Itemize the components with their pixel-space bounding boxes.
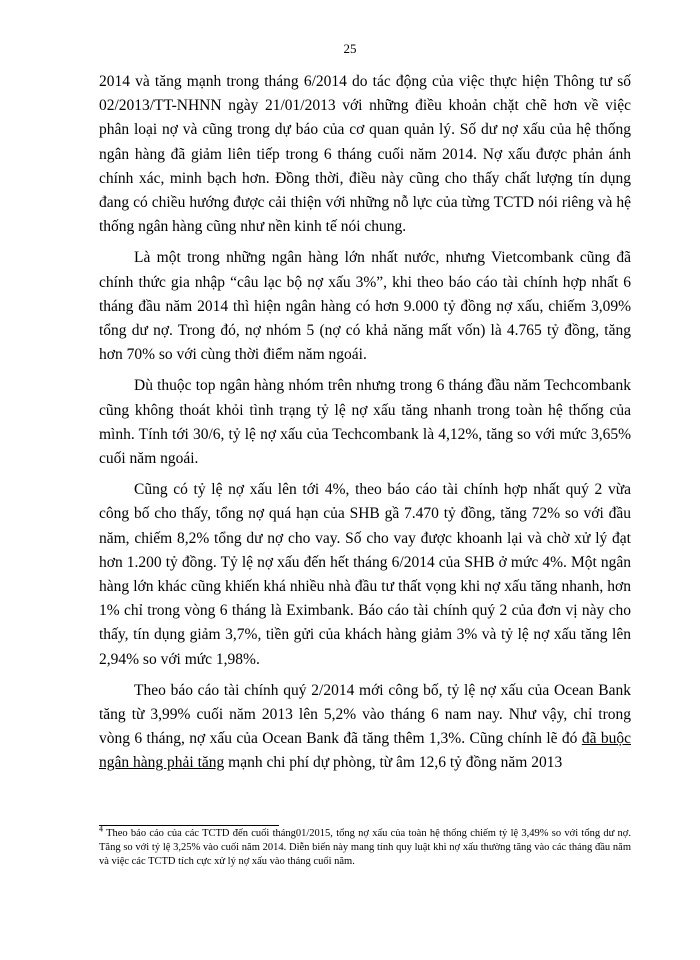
paragraph-ocean-bank bbox=[99, 679, 631, 776]
paragraph-techcombank: Dù thuộc top ngân hàng nhóm trên nhưng trong 6 tháng đầu năm Techcombank cũng không thoát khỏi tình trạng tỷ lệ nợ xấu tăng nhanh trong toàn hệ thống của mình. Tính tới 30/6, tỷ lệ nợ xấu của Techcombank là 4,12%, tăng so với mức 3,65% cuối năm ngoái. bbox=[99, 377, 631, 468]
paragraph-shb-eximbank: Cũng có tỷ lệ nợ xấu lên tới 4%, theo báo cáo tài chính hợp nhất quý 2 vừa công bố cho thấy, tổng nợ quá hạn của SHB gầ 7.470 tỷ đồng, tăng 72% so với đầu năm, chiếm 8,2% tổng dư nợ cho vay. Số cho vay được khoanh lại và chờ xử lý đạt hơn 1.200 tỷ đồng. Tỷ lệ nợ xấu đến hết tháng 6/2014 của SHB ở mức 4%. Một ngân hàng lớn khác cũng khiến khá nhiều nhà đầu tư thất vọng khi nợ xấu tăng nhanh, hơn 1% chỉ trong vòng 6 tháng là Eximbank. Báo cáo tài chính quý 2 của đơn vị này cho thấy, tín dụng giảm 3,7%, tiền gửi của khách hàng giảm 3% và tỷ lệ nợ xấu tăng lên 2,94% so với mức 1,98%. bbox=[99, 481, 631, 668]
footnote-text: Theo báo cáo của các TCTD đến cuối tháng01/2015, tổng nợ xấu của toàn hệ thống chiếm tỷ lệ 3,49% so với tổng dư nợ. Tăng so với tỷ lệ 3,25% vào cuối năm 2014. Diễn biến này mang tính quy luật khi nợ xấu thường tăng vào các tháng đầu năm và việc các TCTD tích cực xử lý nợ xấu vào tháng cuối năm. bbox=[99, 828, 631, 867]
paragraph-vietcombank: Là một trong những ngân hàng lớn nhất nước, nhưng Vietcombank cũng đã chính thức gia nhập “câu lạc bộ nợ xấu 3%”, khi theo báo cáo tài chính hợp nhất 6 tháng đầu năm 2014 thì hiện ngân hàng có hơn 9.000 tỷ đồng nợ xấu, chiếm 3,09% tổng dư nợ. Trong đó, nợ nhóm 5 (nợ có khả năng mất vốn) là 4.765 tỷ đồng, tăng hơn 70% so với cùng thời điểm năm ngoái. bbox=[99, 249, 631, 364]
paragraph-ocean-bank-tail: mạnh chi phí dự phòng, từ âm 12,6 tỷ đồng năm 2013 bbox=[224, 754, 563, 772]
underlined-phrase: đã buộc ngân hàng phải tăng bbox=[99, 730, 631, 772]
footnote bbox=[99, 824, 631, 869]
paragraph-ocean-bank-text: Theo báo cáo tài chính quý 2/2014 mới công bố, tỷ lệ nợ xấu của Ocean Bank tăng từ 3,99% cuối năm 2013 lên 5,2% vào tháng 6 nam nay. Như vậy, chỉ trong vòng 6 tháng, nợ xấu của Ocean Bank đã tăng thêm 1,3%. Cũng chính lẽ đó bbox=[99, 681, 631, 748]
footnote-separator bbox=[99, 825, 279, 826]
page-number: 25 bbox=[343, 41, 357, 56]
document-body bbox=[99, 70, 631, 776]
paragraph-continuation: 2014 và tăng mạnh trong tháng 6/2014 do tác động của việc thực hiện Thông tư số 02/2013/TT-NHNN ngày 21/01/2013 với những điều khoản chặt chẽ hơn về việc phân loại nợ và cũng trong dự báo của cơ quan quản lý. Số dư nợ xấu của hệ thống ngân hàng đã giảm liên tiếp trong 6 tháng cuối năm 2014. Nợ xấu được phản ánh chính xác, minh bạch hơn. Đồng thời, điều này cũng cho thấy chất lượng tín dụng đang có chiều hướng được cải thiện với những nỗ lực của từng TCTD nói riêng và hệ thống ngân hàng cũng như nền kinh tế nói chung. bbox=[99, 73, 631, 236]
footnote-marker: 4 bbox=[99, 824, 103, 834]
